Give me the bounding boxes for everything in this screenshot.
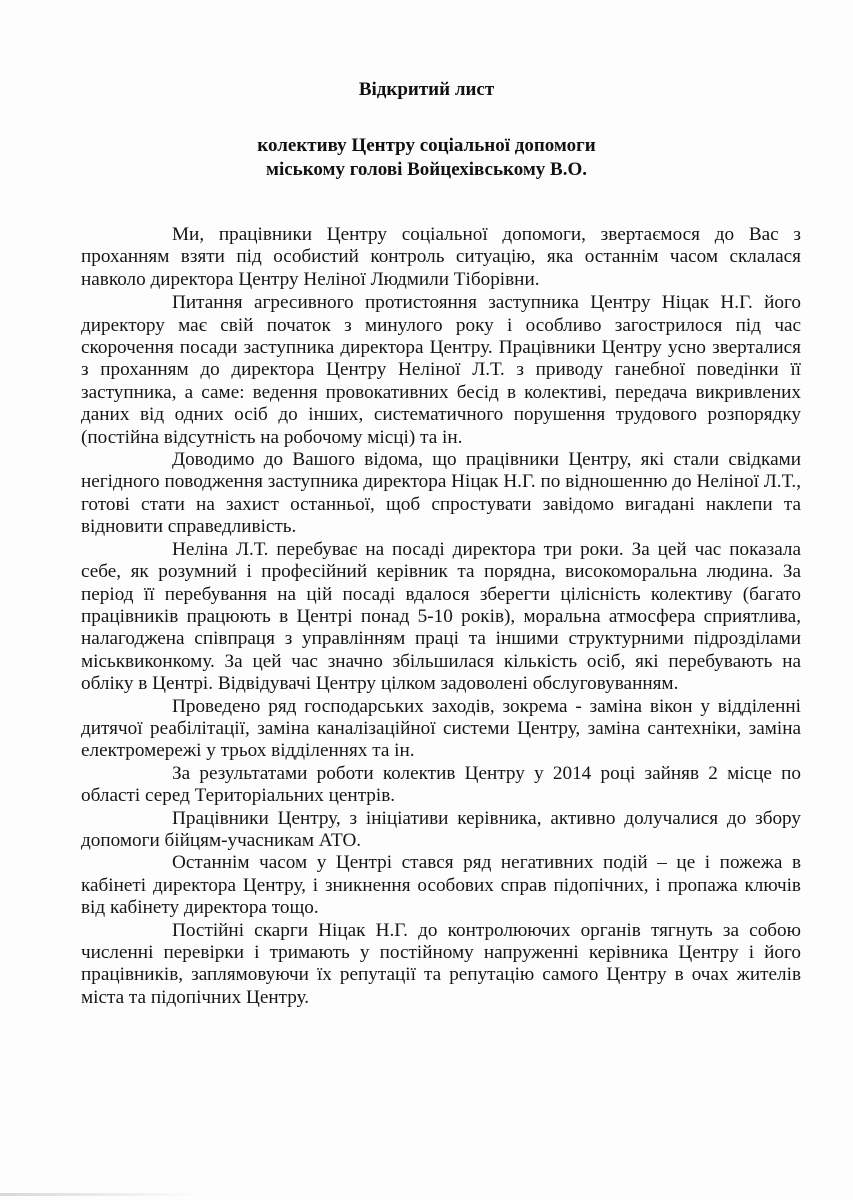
letter-subtitle	[0, 134, 853, 182]
paragraph-4: Неліна Л.Т. перебуває на посаді директора три роки. За цей час показала себе, як розумний і професійний керівник та порядна, високоморальна людина. За період її перебування на цій посаді вдалося зберегти цілісність колективу (багато працівників працюють в Центрі понад 5-10 років), моральна атмосфера сприятлива, налагоджена співпраця з управлінням праці та іншими структурними підрозділами міськвиконкому. За цей час значно збільшилася кількість осіб, які перебувають на обліку в Центрі. Відвідувачі Центру цілком задоволені обслуговуванням.	[81, 538, 801, 695]
paragraph-3: Доводимо до Вашого відома, що працівники Центру, які стали свідками негідного поводження заступника директора Ніцак Н.Г. по відношенню до Неліної Л.Т., готові стати на захист останньої, щоб спростувати завідомо вигадані наклепи та відновити справедливість.	[81, 449, 801, 538]
paragraph-2: Питання агресивного протистояння заступника Центру Ніцак Н.Г. його директору має свій початок з минулого року і особливо загострилося під час скорочення посади заступника директора Центру. Працівники Центру усно зверталися з проханням до директора Центру Неліної Л.Т. з приводу ганебної поведінки її заступника, а саме: ведення провокативних бесід в колективі, передача викривлених даних від одних осіб до інших, систематичного порушення трудового розпорядку (постійна відсутність на робочому місці) та ін.	[81, 292, 801, 448]
paragraph-9: Постійні скарги Ніцак Н.Г. до контролюючих органів тягнуть за собою численні перевірки і тримають у постійному напруженні керівника Центру і його працівників, заплямовуючи їх репутації та репутацію самого Центру в очах жителів міста та підопічних Центру.	[81, 919, 801, 1008]
subtitle-line-1: колективу Центру соціальної допомоги	[257, 135, 596, 156]
letter-title: Відкритий лист	[358, 79, 495, 100]
paragraph-7: Працівники Центру, з ініціативи керівника, активно долучалися до збору допомоги бійцям-учасникам АТО.	[81, 807, 801, 851]
subtitle-line-2: міському голові Войцехівському В.О.	[266, 159, 587, 180]
paragraph-5: Проведено ряд господарських заходів, зокрема - заміна вікон у відділенні дитячої реабілітації, заміна каналізаційної системи Центру, заміна сантехніки, заміна електромережі у трьох відділеннях та ін.	[81, 695, 801, 762]
paragraph-8: Останнім часом у Центрі стався ряд негативних подій – це і пожежа в кабінеті директора Центру, і зникнення особових справ підопічних, і пропажа ключів від кабінету директора тощо.	[81, 852, 801, 919]
scan-edge-artifact	[0, 1193, 200, 1196]
paragraph-6: За результатами роботи колектив Центру у 2014 році зайняв 2 місце по області серед Територіальних центрів.	[81, 762, 801, 807]
letter-body	[81, 224, 801, 1009]
paragraph-1: Ми, працівники Центру соціальної допомоги, звертаємося до Вас з проханням взяти під особистий контроль ситуацію, яка останнім часом склалася навколо директора Центру Неліної Людмили Тіборівни.	[81, 224, 801, 290]
